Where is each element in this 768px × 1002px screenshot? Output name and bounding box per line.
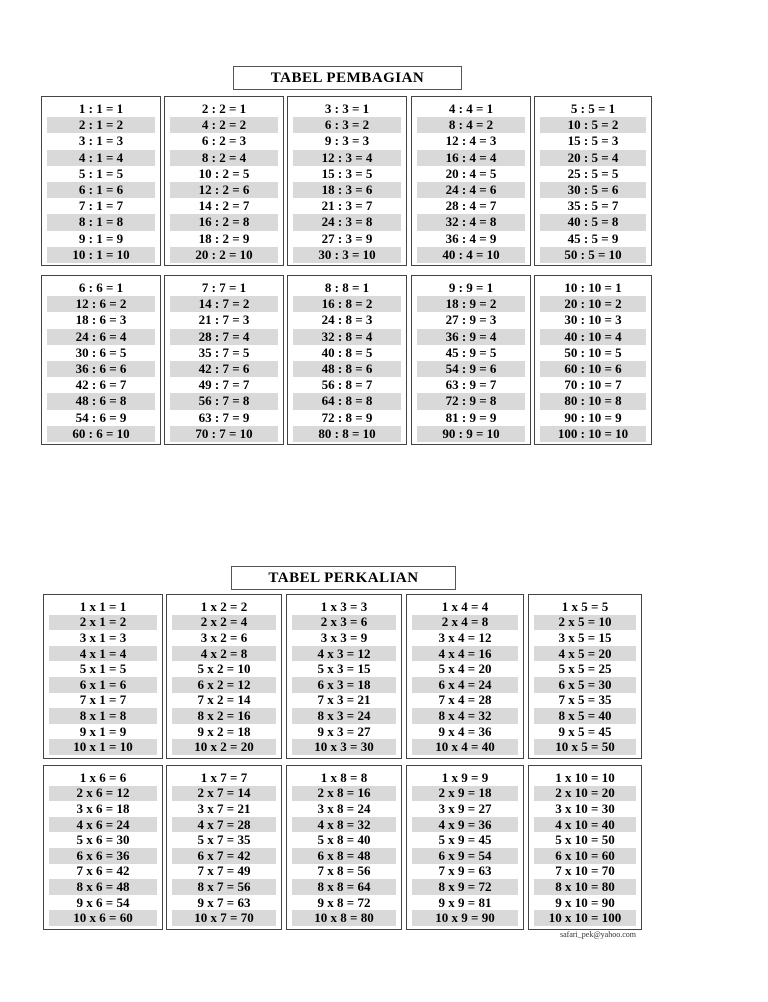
table-row: 8 x 7 = 56 xyxy=(172,879,276,895)
table-row: 8 : 8 = 1 xyxy=(324,280,370,296)
table-row: 100 : 10 = 10 xyxy=(540,426,646,442)
table-row: 35 : 7 = 5 xyxy=(198,344,250,360)
table-row: 30 : 10 = 3 xyxy=(564,312,622,328)
table-row: 10 x 10 = 100 xyxy=(534,910,636,926)
table-row: 4 : 2 = 2 xyxy=(170,117,278,133)
table-row: 15 : 5 = 3 xyxy=(567,133,619,149)
table-row: 3 x 5 = 15 xyxy=(558,629,612,645)
table-row: 9 x 2 = 18 xyxy=(197,723,251,739)
table-row: 64 : 8 = 8 xyxy=(293,393,401,409)
table-row: 28 : 4 = 7 xyxy=(445,198,497,214)
table-row: 24 : 3 = 8 xyxy=(293,214,401,230)
table-row: 5 x 5 = 25 xyxy=(558,661,612,677)
table-row: 9 x 5 = 45 xyxy=(558,723,612,739)
table-row: 6 x 10 = 60 xyxy=(534,848,636,864)
table-row: 24 : 8 = 3 xyxy=(321,312,373,328)
table-row: 10 : 2 = 5 xyxy=(198,165,250,181)
table-row: 9 : 1 = 9 xyxy=(78,230,124,246)
table-row: 9 : 9 = 1 xyxy=(448,280,494,296)
table-row: 81 : 9 = 9 xyxy=(445,409,497,425)
table-row: 3 x 8 = 24 xyxy=(317,800,371,816)
table-row: 36 : 9 = 4 xyxy=(417,329,525,345)
table-row: 10 : 1 = 10 xyxy=(47,247,155,263)
table-row: 80 : 8 = 10 xyxy=(293,426,401,442)
table-row: 1 x 2 = 2 xyxy=(200,598,248,614)
table-row: 6 x 8 = 48 xyxy=(292,848,396,864)
division-title: TABEL PEMBAGIAN xyxy=(233,66,462,90)
table-row: 7 : 7 = 1 xyxy=(201,280,247,296)
multiplication-table-6 xyxy=(43,765,163,930)
table-row: 7 x 4 = 28 xyxy=(438,692,492,708)
table-row: 2 x 9 = 18 xyxy=(412,786,518,802)
table-row: 12 : 3 = 4 xyxy=(293,150,401,166)
table-row: 6 x 2 = 12 xyxy=(172,677,276,693)
table-row: 3 x 7 = 21 xyxy=(197,800,251,816)
table-row: 1 x 8 = 8 xyxy=(320,769,368,785)
table-row: 45 : 5 = 9 xyxy=(567,230,619,246)
table-row: 7 x 6 = 42 xyxy=(76,863,130,879)
table-row: 5 : 5 = 1 xyxy=(570,101,616,117)
table-row: 7 x 8 = 56 xyxy=(317,863,371,879)
table-row: 54 : 6 = 9 xyxy=(75,409,127,425)
table-row: 8 x 6 = 48 xyxy=(49,879,157,895)
table-row: 28 : 7 = 4 xyxy=(170,329,278,345)
table-row: 72 : 8 = 9 xyxy=(321,409,373,425)
table-row: 16 : 2 = 8 xyxy=(170,214,278,230)
table-row: 5 x 8 = 40 xyxy=(317,832,371,848)
table-row: 2 x 2 = 4 xyxy=(172,615,276,631)
table-row: 6 : 6 = 1 xyxy=(78,280,124,296)
table-row: 2 x 5 = 10 xyxy=(534,615,636,631)
table-row: 50 : 5 = 10 xyxy=(540,247,646,263)
table-row: 1 x 9 = 9 xyxy=(441,769,489,785)
division-table-2 xyxy=(164,96,284,266)
table-row: 5 x 3 = 15 xyxy=(317,661,371,677)
table-row: 5 : 1 = 5 xyxy=(78,165,124,181)
table-row: 40 : 5 = 8 xyxy=(540,214,646,230)
table-row: 3 x 6 = 18 xyxy=(76,800,130,816)
table-row: 4 x 8 = 32 xyxy=(292,817,396,833)
table-row: 50 : 10 = 5 xyxy=(564,344,622,360)
table-row: 6 x 3 = 18 xyxy=(292,677,396,693)
table-row: 16 : 4 = 4 xyxy=(417,150,525,166)
table-row: 3 x 1 = 3 xyxy=(79,629,127,645)
table-row: 56 : 7 = 8 xyxy=(170,393,278,409)
table-row: 5 x 2 = 10 xyxy=(197,661,251,677)
multiplication-title: TABEL PERKALIAN xyxy=(231,566,456,590)
table-row: 7 x 7 = 49 xyxy=(197,863,251,879)
table-row: 9 x 4 = 36 xyxy=(438,723,492,739)
table-row: 25 : 5 = 5 xyxy=(567,165,619,181)
table-row: 10 x 5 = 50 xyxy=(534,739,636,755)
table-row: 1 x 1 = 1 xyxy=(79,598,127,614)
table-row: 8 x 1 = 8 xyxy=(49,708,157,724)
table-row: 9 x 9 = 81 xyxy=(438,894,492,910)
multiplication-table-10 xyxy=(528,765,642,930)
table-row: 4 x 4 = 16 xyxy=(412,646,518,662)
table-row: 9 x 8 = 72 xyxy=(317,894,371,910)
table-row: 8 : 1 = 8 xyxy=(47,214,155,230)
table-row: 10 : 5 = 2 xyxy=(540,117,646,133)
table-row: 9 x 6 = 54 xyxy=(76,894,130,910)
division-table-8 xyxy=(287,275,407,445)
table-row: 60 : 6 = 10 xyxy=(47,426,155,442)
table-row: 40 : 8 = 5 xyxy=(321,344,373,360)
table-row: 1 x 6 = 6 xyxy=(79,769,127,785)
table-row: 4 x 9 = 36 xyxy=(412,817,518,833)
table-row: 7 x 3 = 21 xyxy=(317,692,371,708)
table-row: 48 : 6 = 8 xyxy=(47,393,155,409)
table-row: 20 : 4 = 5 xyxy=(445,165,497,181)
division-table-6 xyxy=(41,275,161,445)
table-row: 3 : 3 = 1 xyxy=(324,101,370,117)
table-row: 30 : 3 = 10 xyxy=(293,247,401,263)
table-row: 5 x 7 = 35 xyxy=(197,832,251,848)
table-row: 10 x 2 = 20 xyxy=(172,739,276,755)
table-row: 10 x 9 = 90 xyxy=(412,910,518,926)
table-row: 9 x 3 = 27 xyxy=(317,723,371,739)
table-row: 7 x 2 = 14 xyxy=(197,692,251,708)
table-row: 8 x 5 = 40 xyxy=(534,708,636,724)
table-row: 90 : 9 = 10 xyxy=(417,426,525,442)
table-row: 18 : 2 = 9 xyxy=(198,230,250,246)
table-row: 9 x 7 = 63 xyxy=(197,894,251,910)
table-row: 9 x 1 = 9 xyxy=(79,723,127,739)
table-row: 15 : 3 = 5 xyxy=(321,165,373,181)
table-row: 1 x 5 = 5 xyxy=(561,598,609,614)
table-row: 36 : 6 = 6 xyxy=(47,361,155,377)
table-row: 9 : 3 = 3 xyxy=(324,133,370,149)
table-row: 16 : 8 = 2 xyxy=(293,296,401,312)
table-row: 30 : 6 = 5 xyxy=(75,344,127,360)
table-row: 6 : 3 = 2 xyxy=(293,117,401,133)
table-row: 6 : 2 = 3 xyxy=(201,133,247,149)
table-row: 80 : 10 = 8 xyxy=(540,393,646,409)
table-row: 2 x 8 = 16 xyxy=(292,786,396,802)
multiplication-table-8 xyxy=(286,765,402,930)
table-row: 12 : 2 = 6 xyxy=(170,182,278,198)
table-row: 5 x 9 = 45 xyxy=(438,832,492,848)
table-row: 10 x 3 = 30 xyxy=(292,739,396,755)
table-row: 4 x 2 = 8 xyxy=(172,646,276,662)
table-row: 63 : 7 = 9 xyxy=(198,409,250,425)
multiplication-table-2 xyxy=(166,594,282,759)
table-row: 7 x 1 = 7 xyxy=(79,692,127,708)
multiplication-table-7 xyxy=(166,765,282,930)
table-row: 20 : 5 = 4 xyxy=(540,150,646,166)
table-row: 4 x 7 = 28 xyxy=(172,817,276,833)
table-row: 10 x 7 = 70 xyxy=(172,910,276,926)
table-row: 1 x 7 = 7 xyxy=(200,769,248,785)
table-row: 8 x 2 = 16 xyxy=(172,708,276,724)
table-row: 2 : 1 = 2 xyxy=(47,117,155,133)
table-row: 2 x 10 = 20 xyxy=(534,786,636,802)
table-row: 5 x 1 = 5 xyxy=(79,661,127,677)
table-row: 4 x 5 = 20 xyxy=(534,646,636,662)
table-row: 10 x 1 = 10 xyxy=(49,739,157,755)
table-row: 6 x 5 = 30 xyxy=(534,677,636,693)
table-row: 42 : 7 = 6 xyxy=(170,361,278,377)
table-row: 32 : 8 = 4 xyxy=(293,329,401,345)
table-row: 5 x 10 = 50 xyxy=(555,832,615,848)
table-row: 70 : 10 = 7 xyxy=(564,377,622,393)
table-row: 90 : 10 = 9 xyxy=(564,409,622,425)
multiplication-table-1 xyxy=(43,594,163,759)
table-row: 8 x 4 = 32 xyxy=(412,708,518,724)
table-row: 35 : 5 = 7 xyxy=(567,198,619,214)
table-row: 10 : 10 = 1 xyxy=(564,280,622,296)
table-row: 18 : 6 = 3 xyxy=(75,312,127,328)
table-row: 4 : 4 = 1 xyxy=(448,101,494,117)
table-row: 6 x 6 = 36 xyxy=(49,848,157,864)
table-row: 27 : 3 = 9 xyxy=(321,230,373,246)
table-row: 4 x 6 = 24 xyxy=(49,817,157,833)
division-table-7 xyxy=(164,275,284,445)
table-row: 18 : 3 = 6 xyxy=(293,182,401,198)
table-row: 70 : 7 = 10 xyxy=(170,426,278,442)
table-row: 8 x 9 = 72 xyxy=(412,879,518,895)
table-row: 10 x 8 = 80 xyxy=(292,910,396,926)
table-row: 5 x 6 = 30 xyxy=(76,832,130,848)
table-row: 8 : 2 = 4 xyxy=(170,150,278,166)
table-row: 6 : 1 = 6 xyxy=(47,182,155,198)
multiplication-table-5 xyxy=(528,594,642,759)
table-row: 3 x 2 = 6 xyxy=(200,629,248,645)
table-row: 6 x 9 = 54 xyxy=(412,848,518,864)
table-row: 30 : 5 = 6 xyxy=(540,182,646,198)
multiplication-table-4 xyxy=(406,594,524,759)
table-row: 1 x 4 = 4 xyxy=(441,598,489,614)
table-row: 24 : 4 = 6 xyxy=(417,182,525,198)
table-row: 4 : 1 = 4 xyxy=(47,150,155,166)
table-row: 3 x 4 = 12 xyxy=(438,629,492,645)
table-row: 32 : 4 = 8 xyxy=(417,214,525,230)
table-row: 2 x 7 = 14 xyxy=(172,786,276,802)
table-row: 1 : 1 = 1 xyxy=(78,101,124,117)
table-row: 24 : 6 = 4 xyxy=(47,329,155,345)
table-row: 4 x 10 = 40 xyxy=(534,817,636,833)
table-row: 8 x 10 = 80 xyxy=(534,879,636,895)
table-row: 10 x 4 = 40 xyxy=(412,739,518,755)
table-row: 1 x 10 = 10 xyxy=(555,769,615,785)
table-row: 72 : 9 = 8 xyxy=(417,393,525,409)
table-row: 7 x 10 = 70 xyxy=(555,863,615,879)
table-row: 2 x 6 = 12 xyxy=(49,786,157,802)
table-row: 12 : 6 = 2 xyxy=(47,296,155,312)
table-row: 45 : 9 = 5 xyxy=(445,344,497,360)
table-row: 21 : 3 = 7 xyxy=(321,198,373,214)
division-table-1 xyxy=(41,96,161,266)
table-row: 3 x 3 = 9 xyxy=(320,629,368,645)
table-row: 40 : 10 = 4 xyxy=(540,329,646,345)
table-row: 48 : 8 = 6 xyxy=(293,361,401,377)
multiplication-table-9 xyxy=(406,765,524,930)
table-row: 7 x 9 = 63 xyxy=(438,863,492,879)
table-row: 8 x 8 = 64 xyxy=(292,879,396,895)
table-row: 5 x 4 = 20 xyxy=(438,661,492,677)
table-row: 10 x 6 = 60 xyxy=(49,910,157,926)
table-row: 27 : 9 = 3 xyxy=(445,312,497,328)
table-row: 4 x 3 = 12 xyxy=(292,646,396,662)
table-row: 42 : 6 = 7 xyxy=(75,377,127,393)
table-row: 40 : 4 = 10 xyxy=(417,247,525,263)
table-row: 6 x 1 = 6 xyxy=(49,677,157,693)
table-row: 14 : 7 = 2 xyxy=(170,296,278,312)
division-table-4 xyxy=(411,96,531,266)
table-row: 8 x 3 = 24 xyxy=(292,708,396,724)
table-row: 3 x 10 = 30 xyxy=(555,800,615,816)
table-row: 54 : 9 = 6 xyxy=(417,361,525,377)
division-table-10 xyxy=(534,275,652,445)
table-row: 20 : 2 = 10 xyxy=(170,247,278,263)
table-row: 9 x 10 = 90 xyxy=(555,894,615,910)
table-row: 1 x 3 = 3 xyxy=(320,598,368,614)
table-row: 6 x 4 = 24 xyxy=(412,677,518,693)
table-row: 3 x 9 = 27 xyxy=(438,800,492,816)
table-row: 2 x 4 = 8 xyxy=(412,615,518,631)
table-row: 18 : 9 = 2 xyxy=(417,296,525,312)
table-row: 56 : 8 = 7 xyxy=(321,377,373,393)
table-row: 63 : 9 = 7 xyxy=(445,377,497,393)
table-row: 14 : 2 = 7 xyxy=(198,198,250,214)
table-row: 7 x 5 = 35 xyxy=(558,692,612,708)
credit-email: safari_pek@yahoo.com xyxy=(560,930,637,939)
table-row: 36 : 4 = 9 xyxy=(445,230,497,246)
division-table-5 xyxy=(534,96,652,266)
table-row: 7 : 1 = 7 xyxy=(78,198,124,214)
division-table-3 xyxy=(287,96,407,266)
table-row: 60 : 10 = 6 xyxy=(540,361,646,377)
table-row: 2 x 1 = 2 xyxy=(49,615,157,631)
table-row: 21 : 7 = 3 xyxy=(198,312,250,328)
table-row: 2 x 3 = 6 xyxy=(292,615,396,631)
table-row: 20 : 10 = 2 xyxy=(540,296,646,312)
table-row: 4 x 1 = 4 xyxy=(49,646,157,662)
table-row: 2 : 2 = 1 xyxy=(201,101,247,117)
table-row: 8 : 4 = 2 xyxy=(417,117,525,133)
multiplication-table-3 xyxy=(286,594,402,759)
table-row: 3 : 1 = 3 xyxy=(78,133,124,149)
division-table-9 xyxy=(411,275,531,445)
table-row: 12 : 4 = 3 xyxy=(445,133,497,149)
table-row: 49 : 7 = 7 xyxy=(198,377,250,393)
table-row: 6 x 7 = 42 xyxy=(172,848,276,864)
